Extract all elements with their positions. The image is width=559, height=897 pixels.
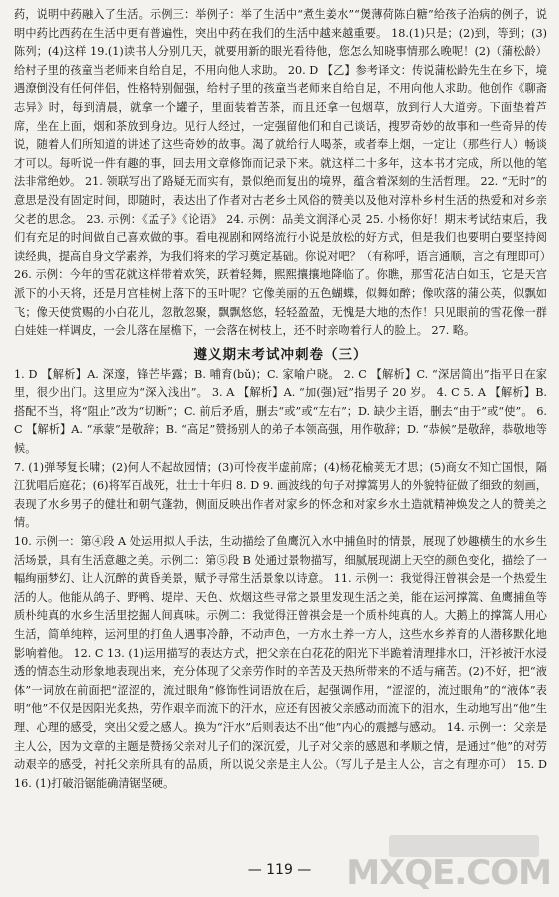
answers-section-three — [14, 366, 547, 794]
section-title: 遵义期末考试冲刺卷（三） — [193, 346, 368, 363]
answer-paragraph: 10. 示例一：第④段 A 处运用拟人手法，生动描绘了鱼鹰沉入水中捕鱼时的情景，展现了妙趣横生的水乡生活场景，具有生活意趣之美。示例二：第⑤段 B 处通过景物描写，细腻展现湖上天空的颜色变化，描绘了一幅绚丽梦幻、让人沉醉的黄昏美景，赋予寻常生活景象以诗意。 11. 示例一：我觉得汪曾祺会是一个热爱生活的人。他能从鸽子、野鸭、堤岸、天色、炊烟这些寻常之景里发现生活之美，能在运河撑篙、鱼鹰捕鱼等质朴纯真的水乡生活里挖掘人间真味。示例二：我觉得汪曾祺会是一个质朴纯真的人。大鹅上的撑篙人用心生活，简单纯粹，运河里的打鱼人遇事冷静，不动声色，一方水土养一方人，这些水乡养育的人潜移默化地影响着他。 12. C 13. (1)运用描写的表达方式，把父亲在白花花的阳光下半跪着清理排水口，汗衫被汗水浸透的情态生动形象地表现出来，充分体现了父亲劳作时的辛苦及天热所带来的不适与痛苦。(2)不好，把“液体”一词放在前面把“涩涩的，流过眼角”修饰性词语放在后，起强调作用，“涩涩的，流过眼角”的“液体”表明“他”不仅是因阳光炙热，劳作艰辛而流下的汗水，应还有因被父亲感动而流下的泪水，生动地写出“他”生理、心理的感受，突出父爱之感人。换为“汗水”后则表达不出“他”内心的震撼与感动。 14. 示例一：父亲是主人公，因为文章的主题是赞扬父亲对儿子们的深沉爱，儿子对父亲的感恩和孝顺之情，是通过“他”的对劳动艰辛的感受，衬托父亲所具有的品质，所以说父亲是主人公。（写儿子是主人公，言之有理亦可） 15. D 16. (1)打破沿锯能确清锯坚硬。 — [14, 535, 547, 790]
document-page — [14, 6, 552, 793]
answer-paragraph: 1. D 【解析】A. 深邃，锋芒毕露；B. 哺育(bǔ)；C. 家喻户晓。 2. C 【解析】C. “深居简出”指平日在家里，很少出门。这里应为“深入浅出”。 3. A 【解析】A. “加(强)冠”指男子 20 岁。 4. C 5. A 【解析】B. 搭配不当，将“阻止”改为“切断”；C. 前后矛盾，删去“或”或“左右”；D. 缺少主语，删去“由于”或“使”。 6. C 【解析】A. “承蒙”是敬辞；B. “高足”赞扬别人的弟子本领高强，用作敬辞；D. “恭候”是敬辞，恭敬地等候。 — [14, 367, 547, 456]
answers-section-previous — [14, 6, 552, 341]
answer-paragraph: 7. (1)弹琴复长啸；(2)何人不起故园情；(3)可怜夜半虚前席；(4)杨花榆荚无才思；(5)商女不知亡国恨，隔江犹唱后庭花；(6)将军百战死，壮士十年归 8. D 9. 画波线的句子对撑篙男人的外貌特征做了细致的刻画，表现了水乡男子的健壮和朝气蓬勃，侧面反映出作者对家乡的怀念和对家乡水土造就精神焕发之人的赞美之情。 — [14, 460, 547, 530]
watermark-logo: MXQE.COM — [346, 853, 551, 893]
page-number: — 119 — — [247, 862, 312, 878]
answer-paragraph: 26. 示例：今年的雪花就这样带着欢笑，跃着轻舞，熙熙攘攘地降临了。你瞧，那雪花洁白如玉，它是天宫派下的小天将，还是月宫桂树上落下的玉叶呢？它像美丽的五色蝴蝶，似舞如醉；像吹落的蒲公英，似飘如飞；像天使赏赐的小白花儿，忽散忽聚，飘飘悠悠，轻轻盈盈，无愧是大地的杰作！只见眼前的雪花像一群白娃娃一样调皮，一会儿落在屋檐下，一会落在树枝上，还不时亲吻着行人的脸上。 27. 略。 — [14, 268, 547, 338]
answer-paragraph: 药，说明中药融入了生活。示例三：举例子：举了生活中“煮生姜水”“煲薄荷陈白糖”给孩子治病的例子，说明中药比西药在生活中更有普遍性，突出中药在我们的生活中越来越重要。 18.(1)只是；(2)到，等到；(3)陈列；(4)这样 19.(1)读书人分别几天，就要用新的眼光看待他，您怎么知晓事情那么晚呢！(2)（蒲松龄）给村子里的孩童当老师来自给自足，不用向他人求助。 20. D 【乙】参考译文：传说蒲松龄先生在乡下，境遇潦倒没有任何伴侣，性格特别倔强，给村子里的孩童当老师来自给自足，不用向他人求助。他创作《聊斋志异》时，每到清晨，就拿一个罐子，里面装着苦茶，而且还拿一包烟草，放到行人大道旁。下面垫着芦席，坐在上面，烟和茶放到身边。见行人经过，一定强留他们和自己谈话，搜罗奇妙的故事和一些奇异的传说，随着人们所知道的讲述了这些奇妙的故事。渴了就给行人喝茶，或者奉上烟，一定让（那些行人）畅谈才可以。每听说一件有趣的事，回去用文章修饰而记录下来。就这样二十多年，这本书才完成，所以他的笔法非常绝妙。 21. 领联写出了路疑无而实有，景似绝而复出的境界，蕴含着深刻的生活哲理。 22. “无时”的意思是没有固定时间，即随时，表达出了作者对古老乡土风俗的赞美以及他对淳朴乡村生活的热爱和对乡亲父老的思念。 23. 示例：《孟子》《论语》 24. 示例：品美文润泽心灵 25. 小杨你好！期末考试结束后，我们有充足的时间做自己喜欢做的事。看电视剧和网络流行小说是放松的好方式，但是我们也要明白要坚持阅读经典，提高自身文学素养，为我们将来的学习奠定基础。你说对吧？（有称呼，语言通顺，言之有理即可） — [14, 8, 552, 263]
